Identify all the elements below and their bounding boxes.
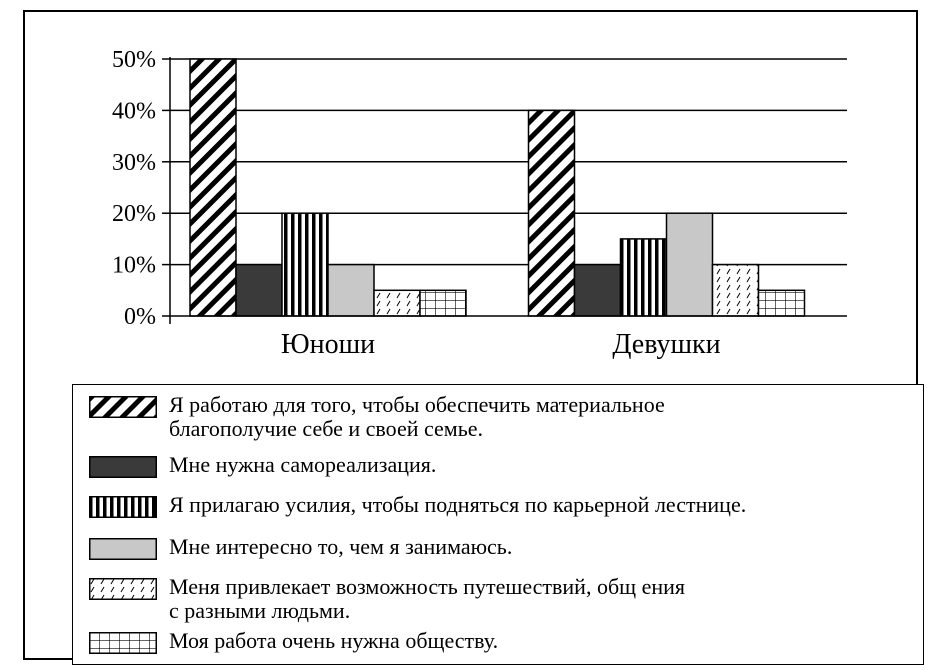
legend-swatch-diagonal [89,396,157,418]
bar-chart [25,12,916,382]
bar-diagonal-0 [190,59,236,316]
bar-diagonal-1 [529,110,575,316]
gridlines [170,59,847,265]
bars [190,59,805,316]
legend-label: Меня привлекает возможность путешествий, общ ения с разными людьми. [169,574,686,623]
bar-gray-0 [328,265,374,316]
legend-item-self-realization [89,453,436,478]
x-category-label: Юноши [280,329,376,360]
x-category-label: Девушки [612,329,721,360]
y-tick-label: 40% [112,98,156,125]
bar-vertical-1 [621,239,667,316]
legend-label: Мне интересно то, чем я занимаюсь. [169,534,513,559]
y-tick-label: 20% [112,201,156,228]
legend-swatch-vertical [89,496,157,518]
legend-label: Я работаю для того, чтобы обеспечить материальное благополучие себе и своей семье. [169,392,665,441]
bar-dark-0 [236,265,282,316]
legend [72,384,924,665]
bar-dark-1 [575,265,621,316]
legend-item-society [89,629,498,654]
y-tick-label: 0% [124,304,156,330]
bar-grid-1 [759,290,805,316]
bar-grid-0 [420,290,466,316]
bar-dashed-0 [374,290,420,316]
bar-dashed-1 [713,265,759,316]
legend-item-interesting [89,535,512,560]
y-tick-label: 50% [112,47,156,73]
legend-item-material [89,393,665,441]
legend-label: Я прилагаю усилия, чтобы подняться по карьерной лестнице. [169,492,747,517]
legend-label: Моя работа очень нужна обществу. [169,628,499,653]
chart-frame [23,10,918,660]
y-tick-label: 10% [112,252,156,279]
legend-item-travel [89,575,685,623]
legend-label: Мне нужна самореализация. [169,452,437,477]
bar-gray-1 [667,213,713,316]
legend-swatch-dashed [89,578,157,600]
legend-item-career [89,493,746,518]
legend-swatch-dark [89,456,157,478]
legend-swatch-grid [89,632,157,654]
legend-swatch-gray [89,538,157,560]
y-tick-label: 30% [112,149,156,176]
bar-vertical-0 [282,213,328,316]
